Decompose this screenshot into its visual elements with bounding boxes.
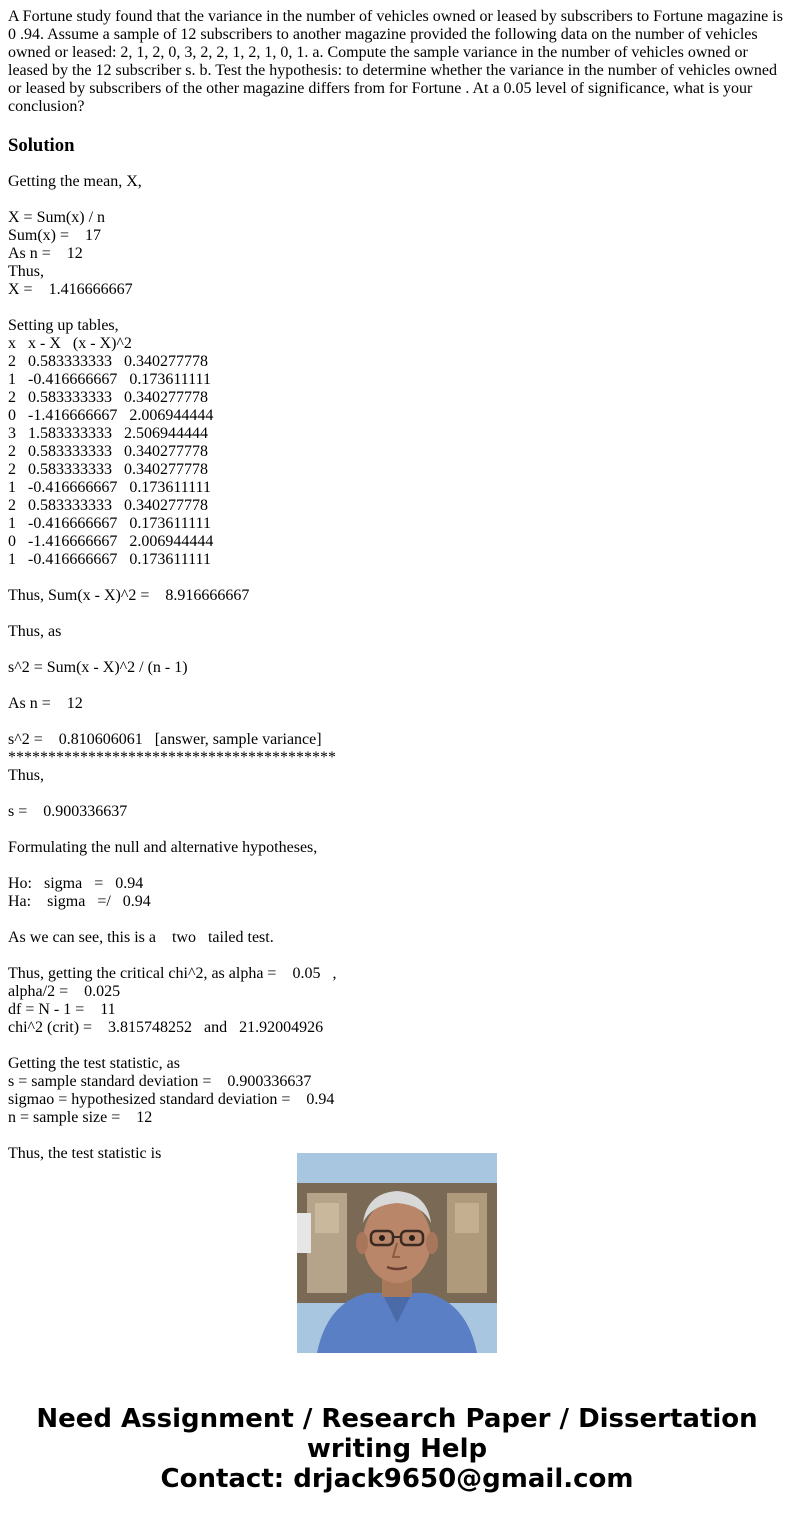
solution-line: 2 0.583333333 0.340277778 [8,389,208,406]
question-text: A Fortune study found that the variance in the number of vehicles owned or leased by subscribers to Fortune magazine is 0 .94. Assume a sample of 12 subscribers to another magazine provided the following data on the number of vehicles owned or leased: 2, 1, 2, 0, 3, 2, 2, 1, 2, 1, 0, 1. a. Compute the sample variance in the number of vehicles owned or leased by the 12 subscriber s. b. Test the hypothesis: to determine whether the variance in the number of vehicles owned or leased by subscribers of the other magazine differs from for Fortune . At a 0.05 level of significance, what is your conclusion? [8,8,783,115]
solution-line: 1 -0.416666667 0.173611111 [8,479,211,496]
solution-line: 0 -1.416666667 2.006944444 [8,533,214,550]
solution-line [8,713,786,731]
solution-line: As n = 12 [8,245,83,262]
solution-line [8,191,786,209]
solution-line [8,605,786,623]
solution-line: chi^2 (crit) = 3.815748252 and 21.92004926 [8,1019,324,1036]
solution-line: ***************************************** [8,749,336,766]
promo-contact: Contact: drjack9650@gmail.com [160,1464,634,1494]
solution-line: Getting the mean, X, [8,173,142,190]
solution-line: 1 -0.416666667 0.173611111 [8,551,211,568]
solution-line: df = N - 1 = 11 [8,1001,116,1018]
solution-line: s^2 = 0.810606061 [answer, sample variance] [8,731,322,748]
solution-line [8,785,786,803]
solution-line: As we can see, this is a two tailed test. [8,929,274,946]
solution-line: s = sample standard deviation = 0.900336637 [8,1073,312,1090]
solution-line [8,569,786,587]
solution-line: sigmao = hypothesized standard deviation = 0.94 [8,1091,335,1108]
solution-line [8,911,786,929]
solution-line: s^2 = Sum(x - X)^2 / (n - 1) [8,659,188,676]
solution-line: 1 -0.416666667 0.173611111 [8,371,211,388]
solution-line [8,1127,786,1145]
solution-line: Setting up tables, [8,317,119,334]
promo-banner [0,1404,794,1494]
solution-line: Ho: sigma = 0.94 [8,875,144,892]
promo-line-2: writing Help [306,1434,488,1464]
solution-line: Thus, as [8,623,62,640]
solution-line: 3 1.583333333 2.506944444 [8,425,208,442]
solution-line [8,677,786,695]
promo-line-1: Need Assignment / Research Paper / Dissertation [36,1404,758,1434]
solution-line [8,821,786,839]
solution-line: 2 0.583333333 0.340277778 [8,443,208,460]
solution-line: Sum(x) = 17 [8,227,102,244]
solution-line: 2 0.583333333 0.340277778 [8,497,208,514]
solution-line: Thus, [8,263,44,280]
solution-line: Formulating the null and alternative hypotheses, [8,839,318,856]
solution-line: Getting the test statistic, as [8,1055,180,1072]
solution-line [8,1037,786,1055]
solution-line: X = Sum(x) / n [8,209,106,226]
solution-line: X = 1.416666667 [8,281,133,298]
solution-line [8,641,786,659]
solution-line: 0 -1.416666667 2.006944444 [8,407,214,424]
solution-line: As n = 12 [8,695,83,712]
solution-line: Thus, Sum(x - X)^2 = 8.916666667 [8,587,250,604]
solution-line [8,947,786,965]
document-content [8,8,786,1162]
solution-line: 2 0.583333333 0.340277778 [8,353,208,370]
solution-line: Thus, getting the critical chi^2, as alpha = 0.05 , [8,965,337,982]
solution-body [8,173,786,1162]
author-photo [297,1153,497,1353]
solution-line: s = 0.900336637 [8,803,128,820]
solution-line: 2 0.583333333 0.340277778 [8,461,208,478]
solution-line [8,299,786,317]
solution-line: Ha: sigma =/ 0.94 [8,893,151,910]
solution-line: x x - X (x - X)^2 [8,335,132,352]
solution-line: Thus, [8,767,44,784]
solution-line: alpha/2 = 0.025 [8,983,121,1000]
solution-line [8,857,786,875]
solution-line: n = sample size = 12 [8,1109,153,1126]
solution-heading: Solution [8,135,75,156]
solution-line: 1 -0.416666667 0.173611111 [8,515,211,532]
solution-line: Thus, the test statistic is [8,1145,162,1162]
